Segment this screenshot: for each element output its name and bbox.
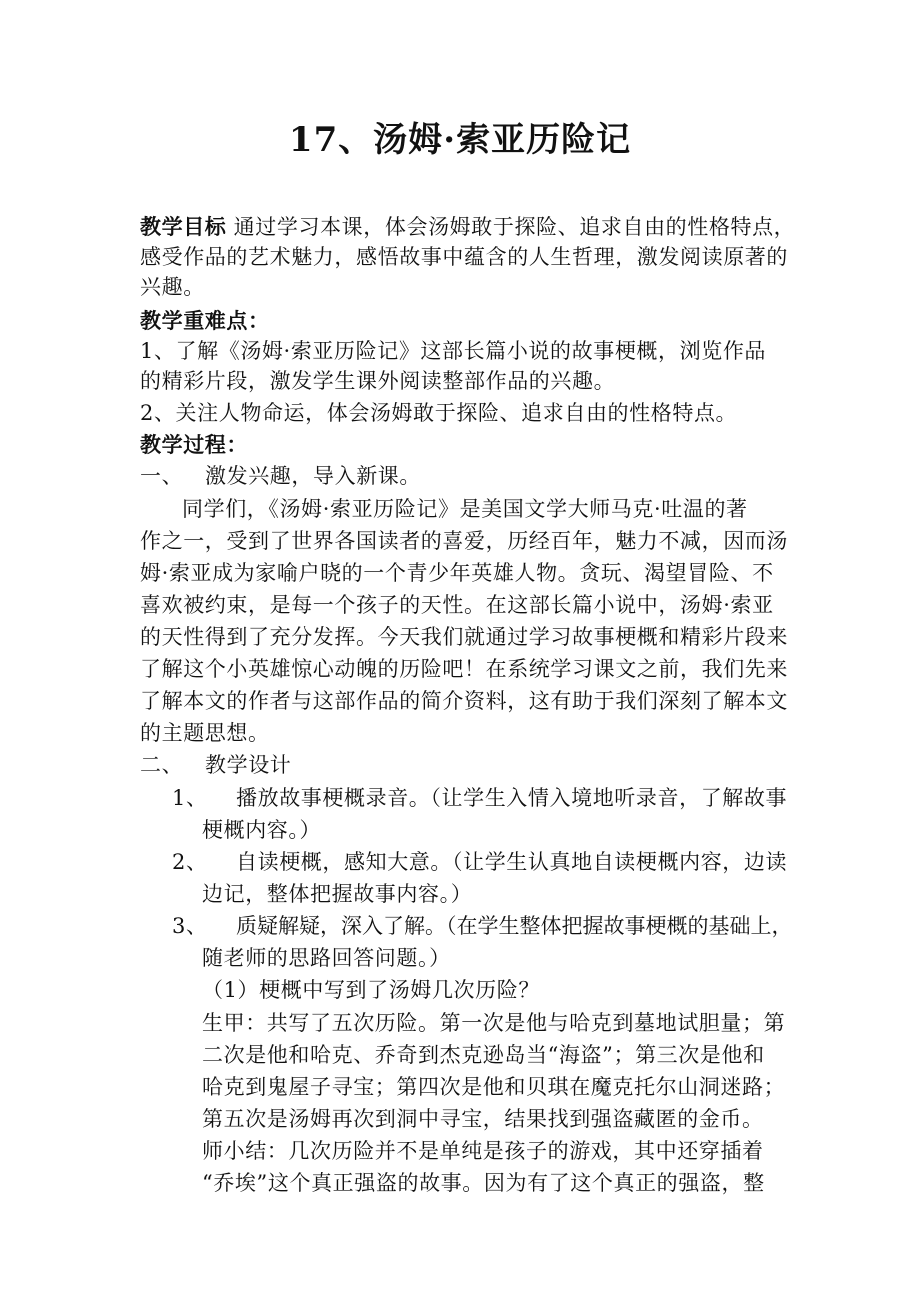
process-heading: 教学过程： [140,432,248,457]
intro-paragraph-line: 同学们，《汤姆·索亚历险记》是美国文学大师马克·吐温的著 [182,497,748,521]
answer-line: 生甲：共写了五次历险。第一次是他与哈克到墓地试胆量；第 [202,1011,786,1035]
intro-paragraph-line: 了解这个小英雄惊心动魄的历险吧！在系统学习课文之前，我们先来 [140,657,788,681]
objective-label: 教学目标 [140,214,227,239]
section-1-heading: 激发兴趣，导入新课。 [205,464,421,488]
key-points-heading: 教学重难点： [140,308,270,333]
step-2-line-2: 边记，整体把握故事内容。） [202,882,473,906]
intro-paragraph-line: 喜欢被约束，是每一个孩子的天性。在这部长篇小说中，汤姆·索亚 [140,593,774,617]
section-2-number: 二、 [140,753,184,777]
step-1-line-1: 播放故事梗概录音。（让学生入情入境地听录音，了解故事 [236,786,788,810]
question-1: （1）梗概中写到了汤姆几次历险？ [202,978,540,1002]
key-point-1-line-2: 的精彩片段，激发学生课外阅读整部作品的兴趣。 [140,369,616,393]
intro-paragraph-line: 姆·索亚成为家喻户晓的一个青少年英雄人物。贪玩、渴望冒险、不 [140,561,774,585]
step-3-number: 3、 [172,914,208,938]
answer-line: 哈克到鬼屋子寻宝；第四次是他和贝琪在魔克托尔山洞迷路； [202,1075,786,1099]
objective-line-2: 感受作品的艺术魅力，感悟故事中蕴含的人生哲理，激发阅读原著的 [140,245,788,269]
answer-line: 第五次是汤姆再次到洞中寻宝，结果找到强盗藏匿的金币。 [202,1107,764,1131]
step-1-number: 1、 [172,786,208,810]
intro-paragraph-line: 作之一，受到了世界各国读者的喜爱，历经百年，魅力不减，因而汤 [140,529,788,553]
step-3-line-1: 质疑解疑，深入了解。（在学生整体把握故事梗概的基础上， [236,914,793,938]
summary-line: “乔埃”这个真正强盗的故事。因为有了这个真正的强盗，整 [202,1171,765,1195]
key-point-1-line-1: 1、了解《汤姆·索亚历险记》这部长篇小说的故事梗概，浏览作品 [140,339,767,363]
step-1-line-2: 梗概内容。） [202,818,322,842]
objective-line-1: 教学目标 通过学习本课，体会汤姆敢于探险、追求自由的性格特点， [140,214,796,239]
objective-line-3: 兴趣。 [140,275,205,299]
intro-paragraph-line: 了解本文的作者与这部作品的简介资料，这有助于我们深刻了解本文 [140,689,788,713]
summary-line: 师小结：几次历险并不是单纯是孩子的游戏，其中还穿插着 [202,1139,764,1163]
step-3-line-2: 随老师的思路回答问题。） [202,946,451,970]
document-title: 17、汤姆·索亚历险记 [288,120,632,160]
answer-line: 二次是他和哈克、乔奇到杰克逊岛当“海盗”；第三次是他和 [202,1043,765,1067]
step-2-line-1: 自读梗概，感知大意。（让学生认真地自读梗概内容，边读 [236,850,788,874]
section-1-number: 一、 [140,464,184,488]
step-2-number: 2、 [172,850,208,874]
intro-paragraph-line: 的主题思想。 [140,721,270,745]
key-point-2: 2、关注人物命运，体会汤姆敢于探险、追求自由的性格特点。 [140,401,738,425]
section-2-heading: 教学设计 [205,753,292,777]
intro-paragraph-line: 的天性得到了充分发挥。今天我们就通过学习故事梗概和精彩片段来 [140,625,788,649]
